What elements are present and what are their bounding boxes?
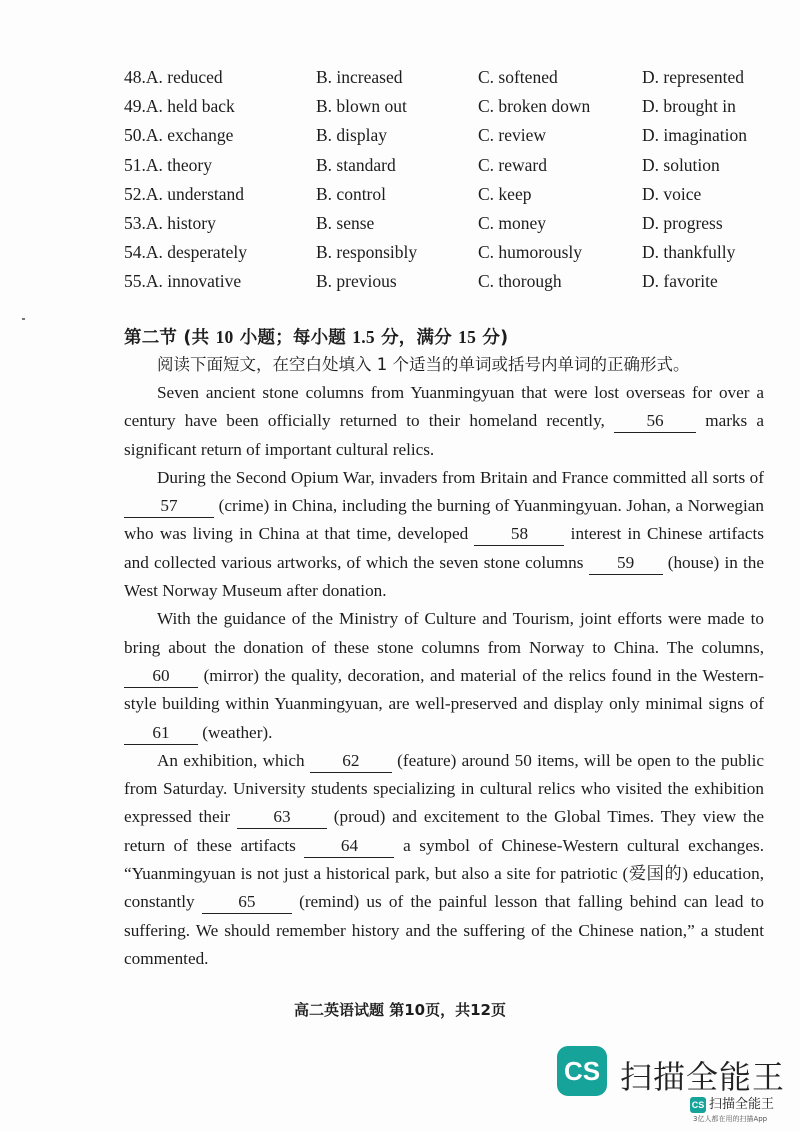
option-b: B. blown out — [316, 96, 407, 117]
option-row-52 — [124, 180, 774, 209]
option-row-48 — [124, 63, 774, 92]
blank-56[interactable]: 56 — [614, 410, 696, 433]
option-row-51 — [124, 151, 774, 180]
option-a: 52.A. understand — [124, 183, 245, 204]
option-row-50 — [124, 121, 774, 150]
camscanner-name: 扫描全能王 — [620, 1058, 786, 1096]
camscanner-logo-icon: CS — [557, 1046, 607, 1096]
answer-options-list — [124, 63, 774, 297]
blank-63[interactable]: 63 — [237, 806, 327, 829]
option-a: 54.A. desperately — [124, 242, 247, 263]
option-a: 51.A. theory — [124, 154, 212, 175]
blank-62[interactable]: 62 — [310, 750, 392, 773]
option-d: D. represented — [642, 67, 745, 87]
option-b: B. increased — [316, 67, 403, 87]
passage-paragraph-1: Seven ancient stone columns from Yuanmingyuan that were lost overseas for over a century have been officially returned to their homeland recently, 56 marks a significant return of important cultural relics. — [124, 383, 765, 459]
option-d: D. thankfully — [642, 242, 736, 263]
section-instruction: 阅读下面短文，在空白处填入 1 个适当的单词或括号内单词的正确形式。 — [157, 355, 690, 374]
blank-64[interactable]: 64 — [304, 835, 394, 858]
passage-paragraph-3: With the guidance of the Ministry of Culture and Tourism, joint efforts were made to bring about the donation of these stone columns from Norway to China. The columns, 60 (mirror) the quality, decoration, and material of the relics found in the Western-style building within Yuanmingyuan, are well-preserved and display only minimal signs of 61 (weather). — [124, 605, 764, 746]
option-d: D. brought in — [642, 96, 736, 117]
page-footer: 高二英语试题 第10页，共12页 — [294, 1001, 506, 1019]
option-c: C. keep — [478, 183, 532, 204]
option-a: 55.A. innovative — [124, 271, 242, 292]
option-d: D. imagination — [642, 125, 747, 146]
passage-paragraph-4: An exhibition, which 62 (feature) around 50 items, will be open to the public from Saturday. University students specializing in cultural relics who visited the exhibition expressed their 63 (proud) and excitement to the Global Times. They view the return of these artifacts 64 a symbol of Chinese-Western cultural exchanges. “Yuanmingyuan is not just a historical park, but also a site for patriotic (爱国的) education, constantly 65 (remind) us of the painful lesson that falling behind can lead to suffering. We should remember history and the suffering of the Chinese nation,” a student commented. — [124, 750, 765, 968]
option-d: D. favorite — [642, 271, 718, 292]
blank-61[interactable]: 61 — [124, 722, 198, 745]
option-c: C. reward — [478, 154, 548, 175]
camscanner-tagline: 3亿人都在用的扫描App — [693, 1115, 768, 1123]
option-a: 50.A. exchange — [124, 125, 234, 146]
section-two — [124, 323, 764, 973]
option-a: 53.A. history — [124, 212, 216, 233]
option-c: C. broken down — [478, 96, 591, 117]
blank-58[interactable]: 58 — [474, 523, 564, 546]
option-b: B. sense — [316, 212, 375, 233]
option-d: D. progress — [642, 212, 723, 233]
option-c: C. softened — [478, 67, 558, 87]
stray-mark — [22, 318, 25, 320]
camscanner-small-brand: CS 扫描全能王 — [691, 1097, 775, 1112]
option-row-49 — [124, 92, 774, 121]
option-a: 48.A. reduced — [124, 67, 223, 87]
blank-65[interactable]: 65 — [202, 891, 292, 914]
section-heading: 第二节 (共 10 小题；每小题 1.5 分，满分 15 分) — [124, 327, 509, 348]
option-a: 49.A. held back — [124, 96, 235, 117]
blank-57[interactable]: 57 — [124, 495, 214, 518]
option-b: B. standard — [316, 154, 396, 175]
option-b: B. control — [316, 183, 386, 204]
option-c: C. review — [478, 125, 547, 146]
option-b: B. previous — [316, 271, 397, 292]
option-b: B. display — [316, 125, 387, 146]
option-c: C. money — [478, 212, 547, 233]
option-row-53 — [124, 209, 774, 238]
camscanner-mini-logo-icon: CS — [690, 1097, 706, 1113]
option-row-54 — [124, 238, 774, 267]
blank-59[interactable]: 59 — [589, 552, 663, 575]
blank-60[interactable]: 60 — [124, 665, 198, 688]
option-d: D. voice — [642, 183, 702, 204]
option-row-55 — [124, 267, 774, 296]
passage-paragraph-2: During the Second Opium War, invaders from Britain and France committed all sorts of 57 (crime) in China, including the burning of Yuanmingyuan. Johan, a Norwegian who was living in China at that time, developed 58 interest in Chinese artifacts and collected various artworks, of which the seven stone columns 59 (house) in the West Norway Museum after donation. — [124, 467, 765, 601]
option-c: C. thorough — [478, 271, 562, 292]
option-d: D. solution — [642, 154, 720, 175]
option-b: B. responsibly — [316, 242, 418, 263]
option-c: C. humorously — [478, 242, 583, 263]
